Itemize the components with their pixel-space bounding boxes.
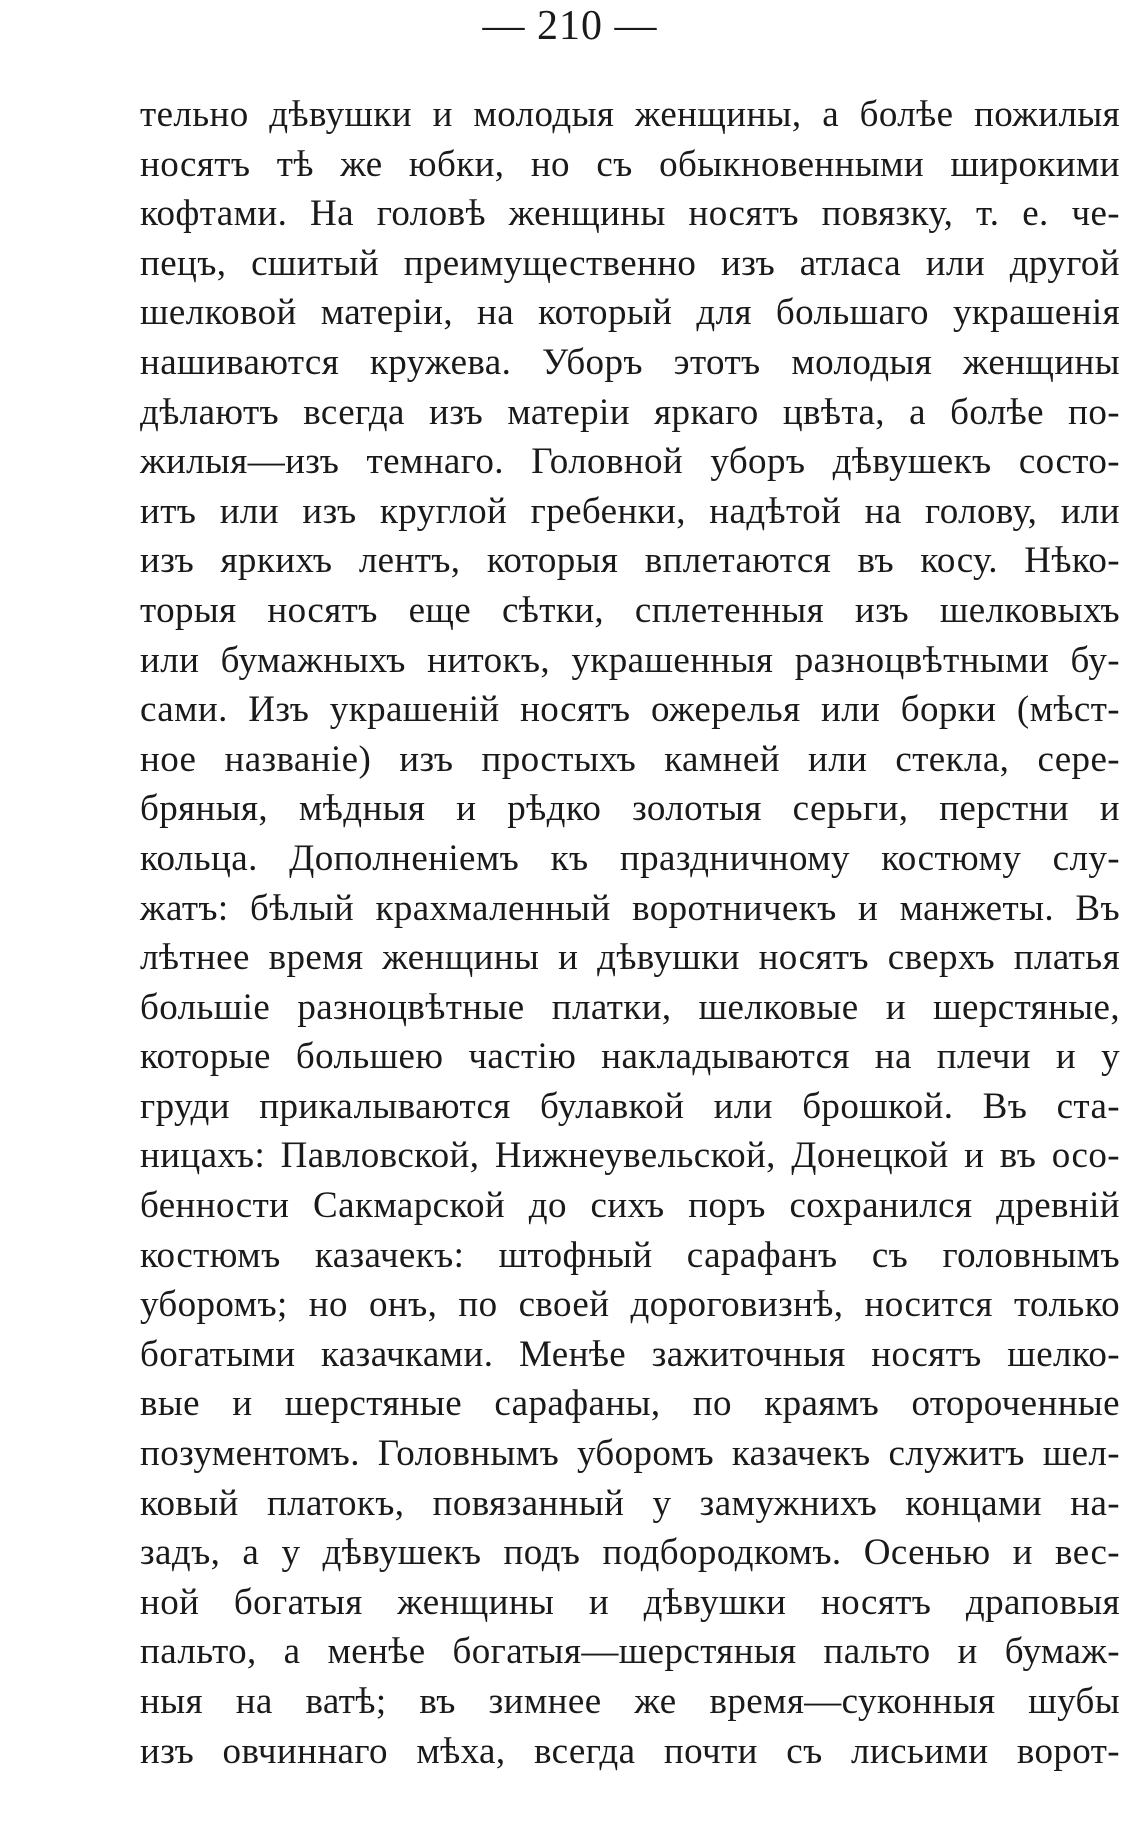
text-line: пецъ, сшитый преимущественно изъ атласа или другой	[140, 242, 1120, 284]
text-line: ное названіе) изъ простыхъ камней или стекла, сере-	[140, 738, 1120, 780]
text-line: итъ или изъ круглой гребенки, надѣтой на голову, или	[140, 490, 1120, 532]
text-line: ковый платокъ, повязанный у замужнихъ концами на-	[140, 1482, 1120, 1524]
text-line: ныя на ватѣ; въ зимнее же время—суконныя шубы	[140, 1681, 1120, 1722]
text-line: сами. Изъ украшеній носятъ ожерелья или борки (мѣст-	[140, 689, 1120, 731]
text-line: жилыя—изъ темнаго. Головной уборъ дѣвушекъ состо-	[140, 441, 1120, 483]
text-line: груди прикалываются булавкой или брошкой. Въ ста-	[140, 1085, 1120, 1127]
text-line: богатыми казачками. Менѣе зажиточныя носятъ шелко-	[140, 1333, 1120, 1375]
text-line: тельно дѣвушки и молодыя женщины, а болѣе пожилыя	[140, 94, 1120, 135]
text-line: бряныя, мѣдныя и рѣдко золотыя серьги, перстни и	[140, 788, 1120, 830]
text-line: которые большею частію накладываются на плечи и у	[140, 1036, 1120, 1078]
text-line: пальто, а менѣе богатыя—шерстяныя пальто и бумаж-	[140, 1631, 1120, 1673]
text-line: дѣлаютъ всегда изъ матеріи яркаго цвѣта, а болѣе по-	[140, 391, 1120, 433]
text-line: лѣтнее время женщины и дѣвушки носятъ сверхъ платья	[140, 937, 1120, 979]
text-line: жатъ: бѣлый крахмаленный воротничекъ и манжеты. Въ	[140, 887, 1120, 929]
text-line: ной богатыя женщины и дѣвушки носятъ драповыя	[140, 1581, 1120, 1623]
text-line: большіе разноцвѣтные платки, шелковые и шерстяные,	[140, 986, 1120, 1028]
page-number: — 210 —	[482, 3, 658, 49]
text-line: позументомъ. Головнымъ уборомъ казачекъ служитъ шел-	[140, 1433, 1120, 1475]
text-line: кольца. Дополненіемъ къ праздничному костюму слу-	[140, 837, 1120, 879]
text-line: уборомъ; но онъ, по своей дороговизнѣ, носится только	[140, 1284, 1120, 1326]
text-line: торыя носятъ еще сѣтки, сплетенныя изъ шелковыхъ	[140, 589, 1120, 631]
text-line: ницахъ: Павловской, Нижнеувельской, Донецкой и въ осо-	[140, 1135, 1120, 1177]
text-line: бенности Сакмарской до сихъ поръ сохранился древній	[140, 1185, 1120, 1227]
text-line: вые и шерстяные сарафаны, по краямъ отороченные	[140, 1383, 1120, 1425]
text-line: или бумажныхъ нитокъ, украшенныя разноцвѣтными бу-	[140, 639, 1120, 681]
body-text	[140, 90, 1120, 1776]
text-line: шелковой матеріи, на который для большаго украшенія	[140, 292, 1120, 334]
text-line: костюмъ казачекъ: штофный сарафанъ съ головнымъ	[140, 1234, 1120, 1276]
text-line: нашиваются кружева. Уборъ этотъ молодыя женщины	[140, 341, 1120, 383]
text-line: изъ яркихъ лентъ, которыя вплетаются въ косу. Нѣко-	[140, 540, 1120, 582]
text-line: кофтами. На головѣ женщины носятъ повязку, т. е. че-	[140, 193, 1120, 235]
text-line: изъ овчиннаго мѣха, всегда почти съ лисьими ворот-	[140, 1730, 1120, 1772]
text-line: носятъ тѣ же юбки, но съ обыкновенными широкими	[140, 143, 1120, 185]
text-line: задъ, а у дѣвушекъ подъ подбородкомъ. Осенью и вес-	[140, 1532, 1120, 1574]
